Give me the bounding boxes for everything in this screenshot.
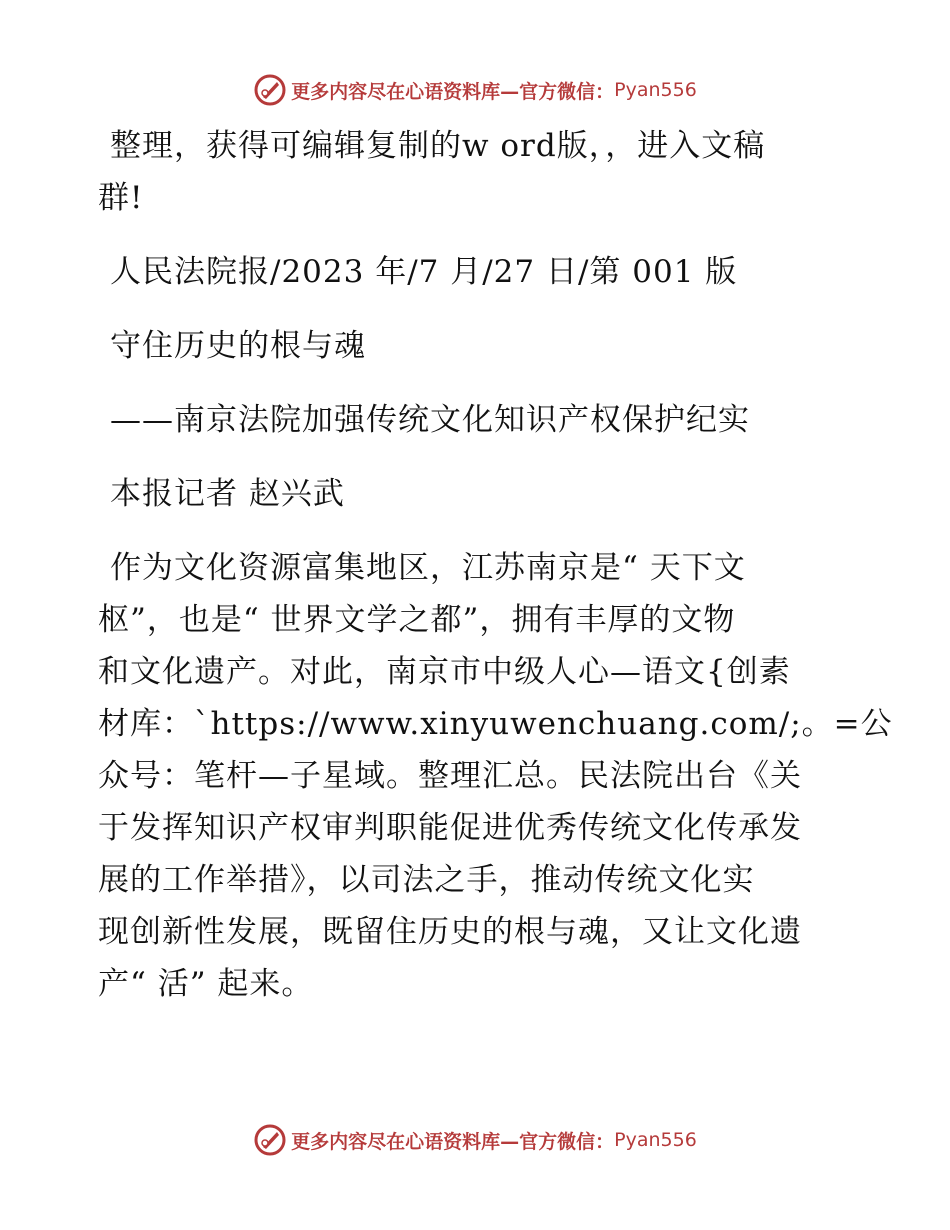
article-title: 守住历史的根与魂 <box>110 328 366 364</box>
body-line: 枢”，也是“ 世界文学之都”，拥有丰厚的文物 <box>98 602 736 638</box>
body-line: 展的工作举措》，以司法之手，推动传统文化实 <box>98 862 755 898</box>
body-line: 和文化遗产。对此，南京市中级人心—语文{创素 <box>98 654 791 690</box>
body-line: 作为文化资源富集地区，江苏南京是“ 天下文 <box>110 550 746 586</box>
body-line: 于发挥知识产权审判职能促进优秀传统文化传承发 <box>98 810 802 846</box>
body-line: 产“ 活” 起来。 <box>98 966 314 1002</box>
header-banner <box>0 70 950 110</box>
body-line: 现创新性发展，既留住历史的根与魂，又让文化遗 <box>98 914 802 950</box>
banner-account: Pyan556 <box>614 1129 697 1151</box>
intro-line-1: 整理，获得可编辑复制的w ord版，，进入文稿 <box>110 128 766 164</box>
article-subtitle: ——南京法院加强传统文化知识产权保护纪实 <box>110 402 750 438</box>
footer-banner <box>0 1120 950 1160</box>
intro-line-2: 群! <box>98 180 144 216</box>
body-line: 材库：`https://www.xinyuwenchuang.com/;。=公 <box>98 706 893 742</box>
quill-logo-icon <box>253 73 287 107</box>
banner-account: Pyan556 <box>614 79 697 101</box>
document-body <box>98 120 893 1010</box>
banner-text: 更多内容尽在心语资料库—官方微信： <box>291 1130 615 1153</box>
body-line: 众号：笔杆—子星域。整理汇总。民法院出台《关 <box>98 758 802 794</box>
quill-logo-icon <box>253 1123 287 1157</box>
byline: 本报记者 赵兴武 <box>110 476 345 512</box>
banner-text: 更多内容尽在心语资料库—官方微信： <box>291 80 615 103</box>
source-line: 人民法院报/2023 年/7 月/27 日/第 001 版 <box>110 254 738 290</box>
